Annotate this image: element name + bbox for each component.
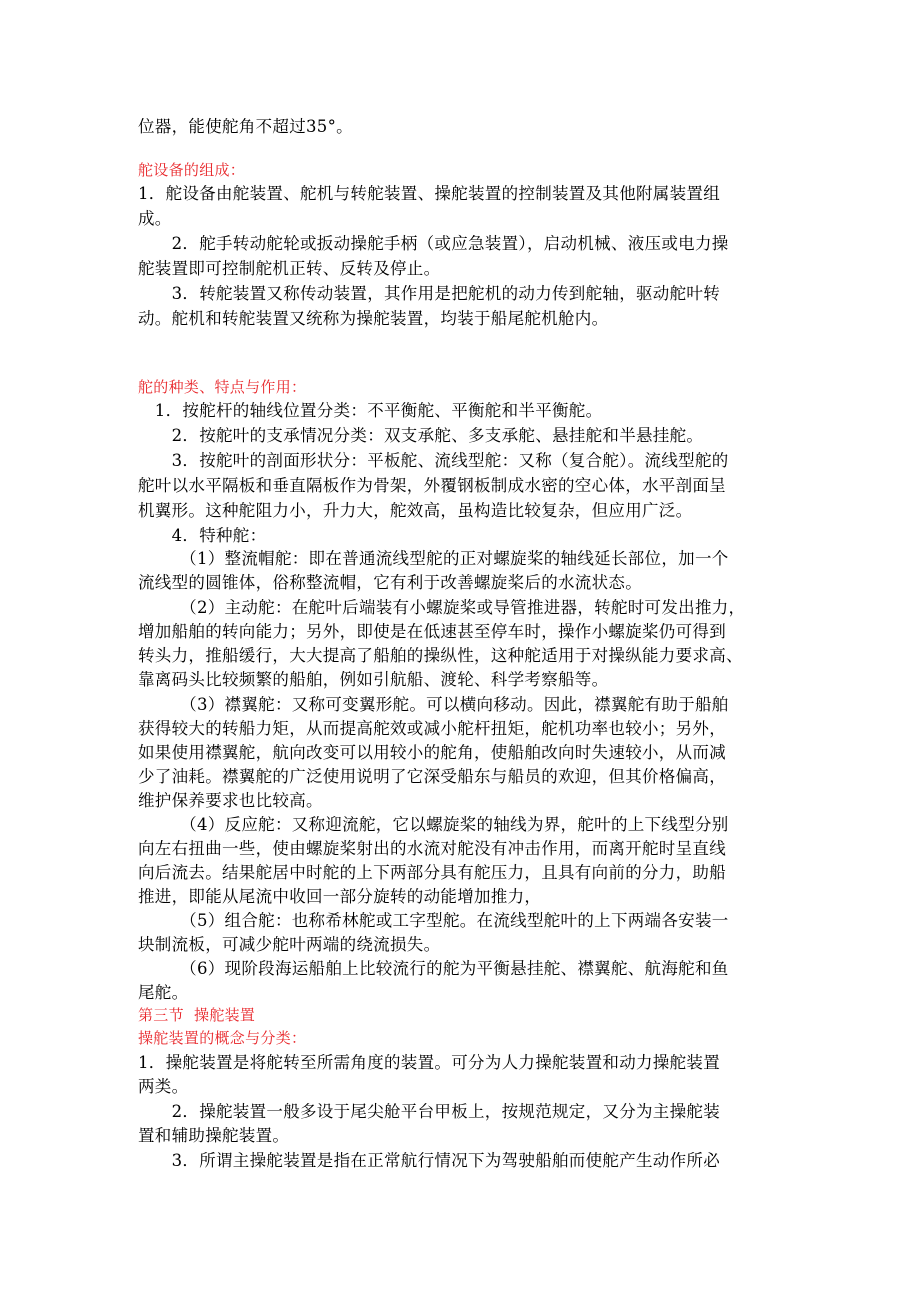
paragraph-line: （3）襟翼舵：又称可变翼形舵。可以横向移动。因此，襟翼舵有助于船舶 — [138, 695, 729, 714]
paragraph-line: 1．按舵杆的轴线位置分类：不平衡舵、平衡舵和半平衡舵。 — [138, 401, 603, 420]
paragraph-line: 向后流去。结果舵居中时舵的上下两部分具有舵压力，且具有向前的分力，助船 — [138, 863, 726, 882]
paragraph-line: 少了油耗。襟翼舵的广泛使用说明了它深受船东与船员的欢迎，但其价格偏高， — [138, 767, 726, 786]
intro-line: 位器，能使舵角不超过35°。 — [138, 117, 353, 136]
paragraph-line: 1．舵设备由舵装置、舵机与转舵装置、操舵装置的控制装置及其他附属装置组 — [138, 184, 720, 203]
paragraph-line: （1）整流帽舵：即在普通流线型舵的正对螺旋桨的轴线延长部位，加一个 — [138, 549, 729, 568]
paragraph-line: 获得较大的转船力矩，从而提高舵效或减小舵杆扭矩，舵机功率也较小；另外， — [138, 719, 726, 738]
paragraph-line: 1．操舵装置是将舵转至所需角度的装置。可分为人力操舵装置和动力操舵装置 — [138, 1053, 720, 1072]
paragraph-line: 3．转舵装置又称传动装置，其作用是把舵机的动力传到舵轴，驱动舵叶转 — [138, 284, 720, 303]
paragraph-line: （5）组合舵：也称希林舵或工字型舵。在流线型舵叶的上下两端各安装一 — [138, 911, 729, 930]
paragraph-line: 2．按舵叶的支承情况分类：双支承舵、多支承舵、悬挂舵和半悬挂舵。 — [138, 426, 704, 445]
paragraph-line: 成。 — [138, 209, 172, 228]
chapter-title: 第三节 操舵装置 — [138, 1006, 256, 1024]
paragraph-line: 维护保养要求也比较高。 — [138, 791, 323, 810]
paragraph-line: 尾舵。 — [138, 983, 189, 1002]
paragraph-line: （4）反应舵：又称迎流舵，它以螺旋桨的轴线为界，舵叶的上下线型分别 — [138, 815, 729, 834]
paragraph-line: （2）主动舵：在舵叶后端装有小螺旋桨或导管推进器，转舵时可发出推力， — [138, 598, 746, 617]
paragraph-line: 动。舵机和转舵装置又统称为操舵装置，均装于船尾舵机舱内。 — [138, 309, 609, 328]
paragraph-line: 增加船舶的转向能力；另外，即使是在低速甚至停车时，操作小螺旋桨仍可得到 — [138, 622, 726, 641]
paragraph-line: 舵装置即可控制舵机正转、反转及停止。 — [138, 259, 441, 278]
paragraph-line: 3．按舵叶的剖面形状分：平板舵、流线型舵：又称（复合舵）。流线型舵的 — [138, 451, 729, 470]
section-heading-composition: 舵设备的组成： — [138, 161, 246, 179]
paragraph-line: 置和辅助操舵装置。 — [138, 1126, 290, 1145]
paragraph-line: 流线型的圆锥体，俗称整流帽，它有利于改善螺旋桨后的水流状态。 — [138, 573, 642, 592]
paragraph-line: （6）现阶段海运船舶上比较流行的舵为平衡悬挂舵、襟翼舵、航海舵和鱼 — [138, 959, 729, 978]
paragraph-line: 如果使用襟翼舵，航向改变可以用较小的舵角，使船舶改向时失速较小，从而减 — [138, 743, 726, 762]
paragraph-line: 向左右扭曲一些，使由螺旋桨射出的水流对舵没有冲击作用，而离开舵时呈直线 — [138, 839, 726, 858]
paragraph-line: 2．操舵装置一般多设于尾尖舱平台甲板上，按规范规定，又分为主操舵装 — [138, 1102, 720, 1121]
paragraph-line: 两类。 — [138, 1077, 189, 1096]
paragraph-line: 舵叶以水平隔板和垂直隔板作为骨架，外覆钢板制成水密的空心体，水平剖面呈 — [138, 476, 726, 495]
paragraph-line: 2．舵手转动舵轮或扳动操舵手柄（或应急装置），启动机械、液压或电力操 — [138, 234, 729, 253]
section-heading-steering: 操舵装置的概念与分类： — [138, 1029, 307, 1047]
paragraph-line: 转头力，推船缓行，大大提高了船舶的操纵性，这种舵适用于对操纵能力要求高、 — [138, 646, 743, 665]
paragraph-line: 块制流板，可减少舵叶两端的绕流损失。 — [138, 935, 441, 954]
paragraph-line: 靠离码头比较频繁的船舶，例如引航船、渡轮、科学考察船等。 — [138, 670, 609, 689]
paragraph-line: 3．所谓主操舵装置是指在正常航行情况下为驾驶船舶而使舵产生动作所必 — [138, 1151, 720, 1170]
paragraph-line: 4．特种舵： — [138, 526, 267, 545]
section-heading-types: 舵的种类、特点与作用： — [138, 378, 307, 396]
paragraph-line: 推进，即能从尾流中收回一部分旋转的动能增加推力， — [138, 887, 542, 906]
paragraph-line: 机翼形。这种舵阻力小，升力大，舵效高，虽构造比较复杂，但应用广泛。 — [138, 501, 693, 520]
